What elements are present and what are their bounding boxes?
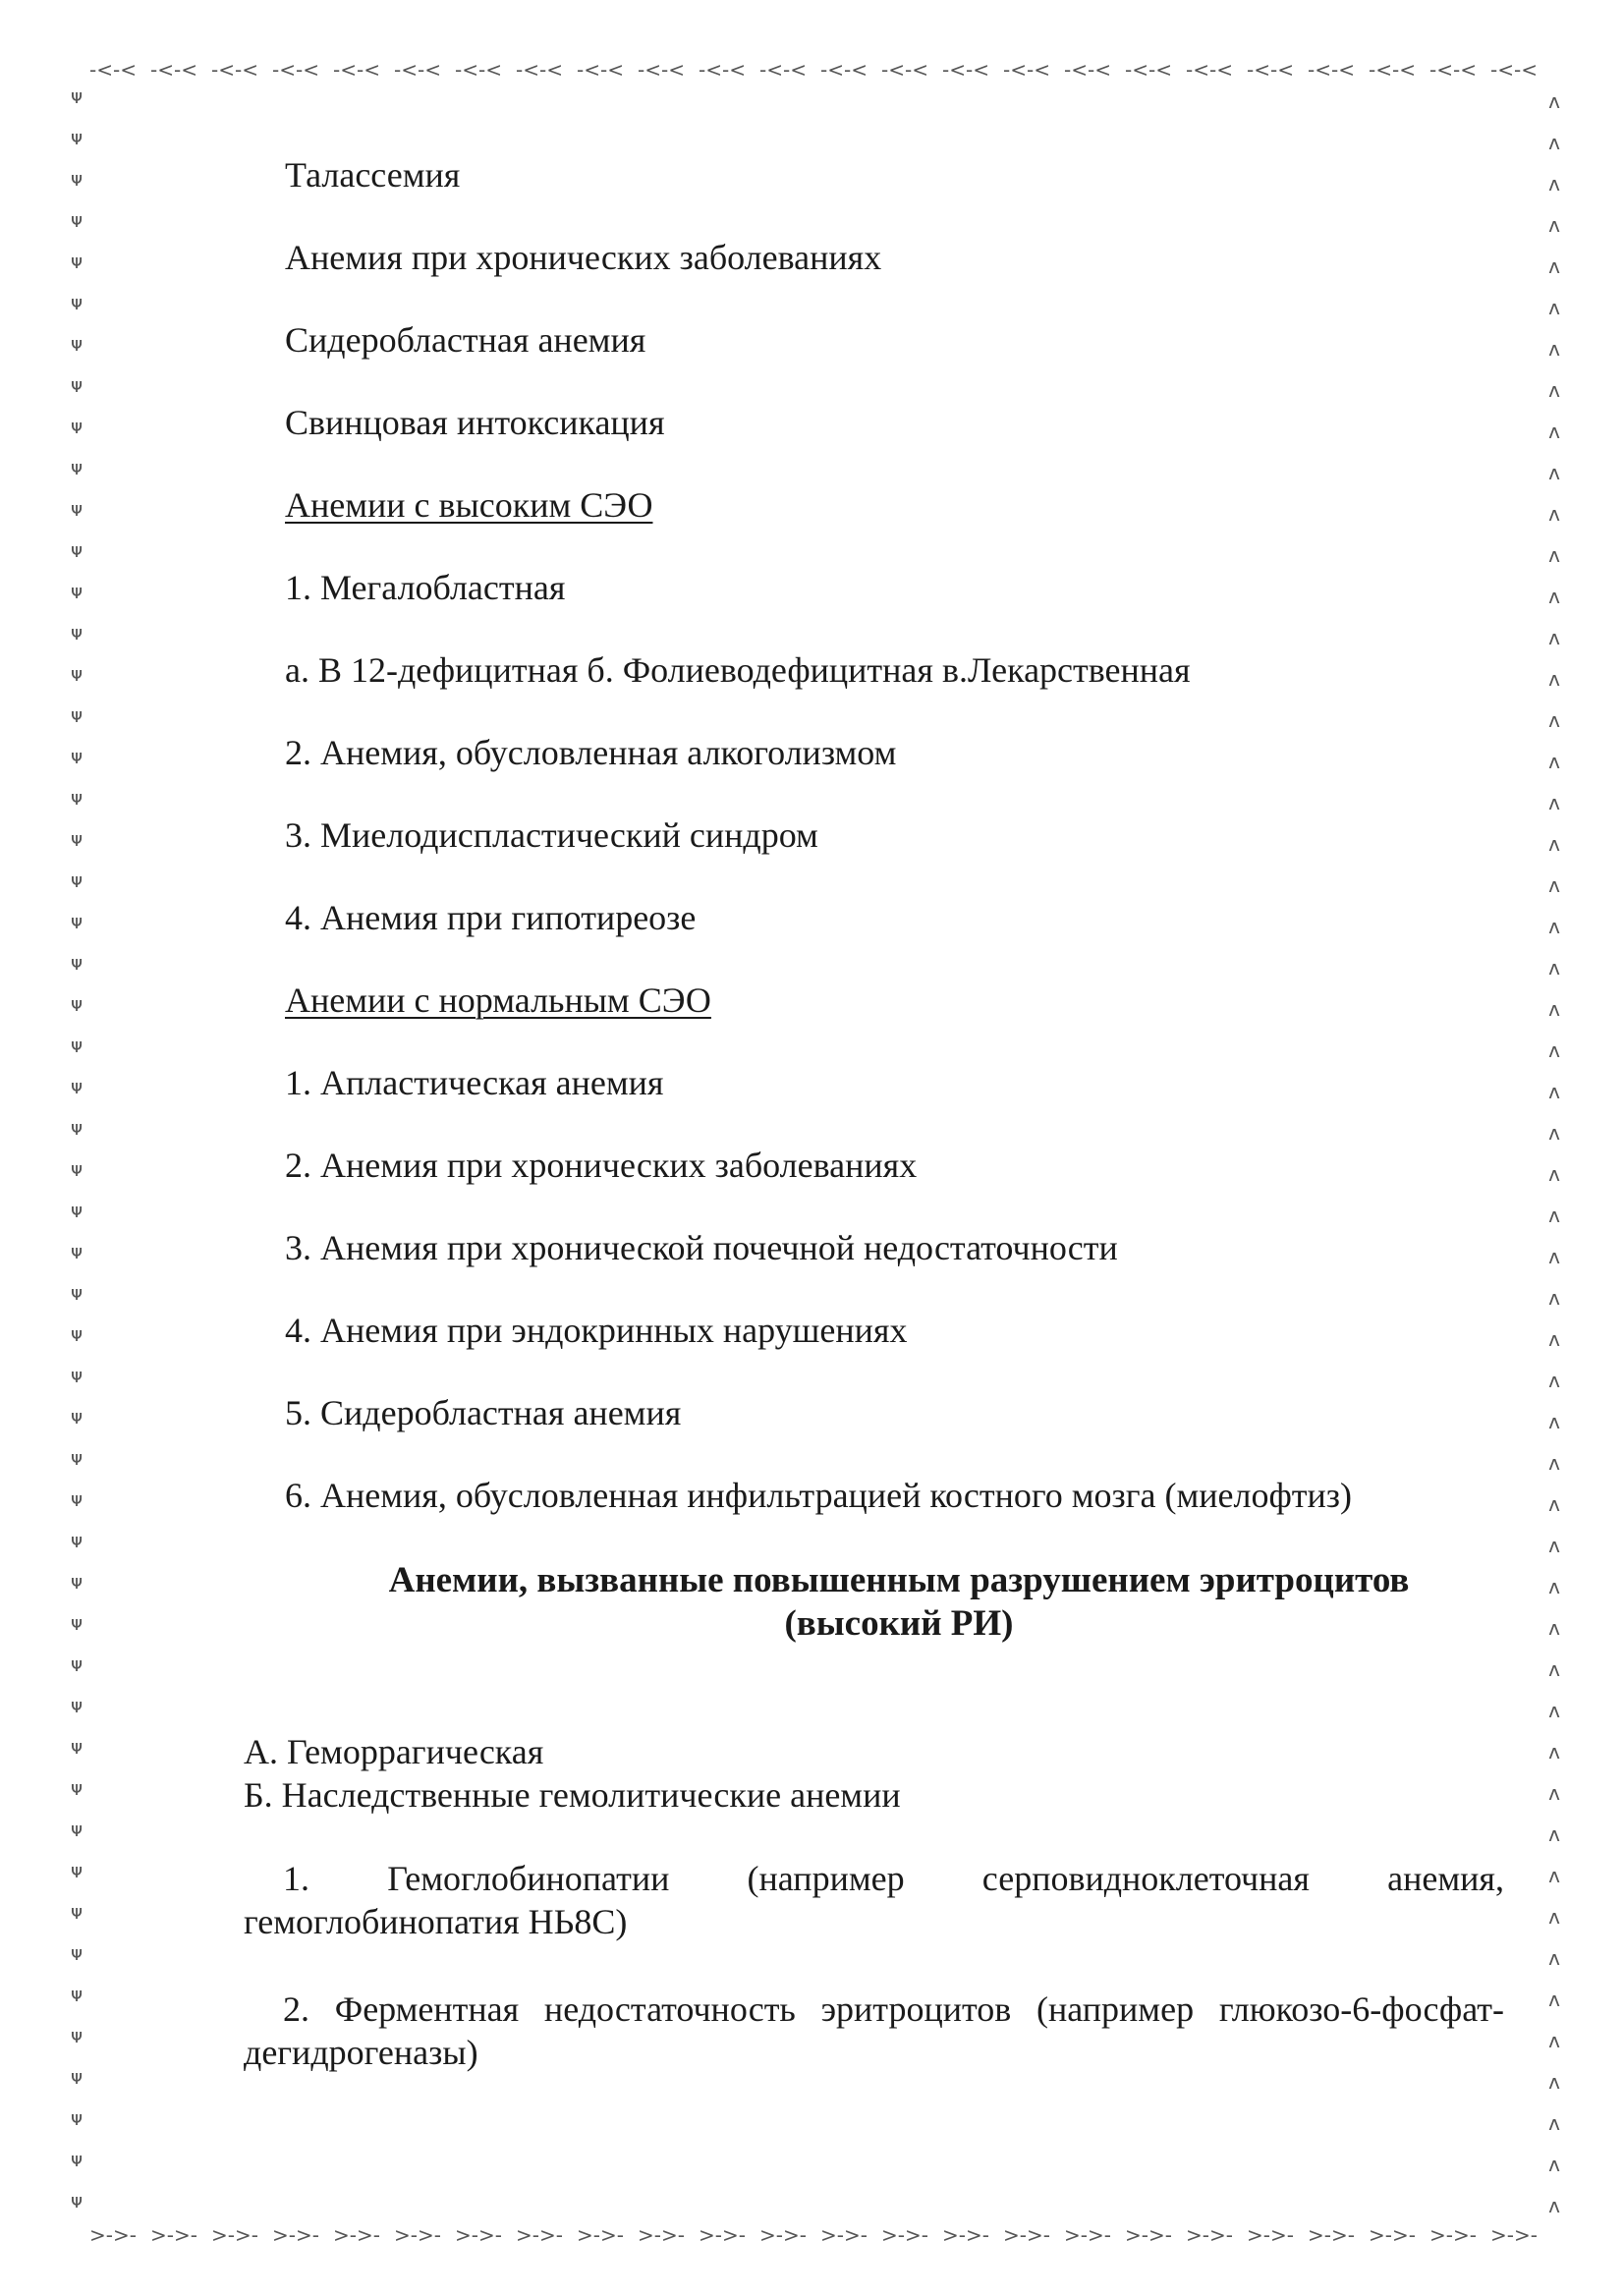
border-left-glyph: ᴪ	[71, 1322, 83, 1346]
border-top-glyph: -<-<	[516, 58, 563, 82]
border-right-glyph: ᴧ	[1548, 1162, 1560, 1186]
border-left-glyph: ᴪ	[71, 167, 83, 191]
border-top-glyph: -<-<	[333, 58, 380, 82]
border-top-glyph: -<-<	[211, 58, 258, 82]
border-top-glyph: -<-<	[1369, 58, 1416, 82]
border-left-glyph: ᴪ	[71, 951, 83, 975]
border-right-glyph: ᴧ	[1548, 791, 1560, 814]
border-bottom-glyph: >->-	[1125, 2223, 1172, 2247]
border-right-glyph: ᴧ	[1548, 337, 1560, 361]
border-right-glyph: ᴧ	[1548, 1988, 1560, 2011]
border-left-glyph: ᴪ	[71, 84, 83, 108]
list-item-myelodysplastic: 3. Миелодиспластический синдром	[285, 815, 818, 855]
border-left-glyph: ᴪ	[71, 250, 83, 273]
border-top-glyph: -<-<	[394, 58, 441, 82]
list-item-myelophthisis: 6. Анемия, обусловленная инфильтрацией костного мозга (миелофтиз)	[285, 1476, 1352, 1515]
border-top-glyph: -<-<	[1003, 58, 1050, 82]
border-top-glyph: -<-<	[577, 58, 624, 82]
border-left-glyph: ᴪ	[71, 703, 83, 727]
border-left-glyph: ᴪ	[71, 1157, 83, 1181]
border-right-glyph: ᴧ	[1548, 1369, 1560, 1392]
list-item-hypothyroid-anemia: 4. Анемия при гипотиреозе	[285, 898, 697, 937]
border-bottom-glyph: >->-	[1490, 2223, 1538, 2247]
border-bottom-glyph: >->-	[820, 2223, 868, 2247]
border-right-glyph: ᴧ	[1548, 213, 1560, 237]
border-right-glyph: ᴧ	[1548, 254, 1560, 278]
border-left-glyph: ᴪ	[71, 1735, 83, 1759]
border-top-glyph: -<-<	[942, 58, 989, 82]
border-bottom-glyph: >->-	[1064, 2223, 1111, 2247]
border-left-glyph: ᴪ	[71, 786, 83, 810]
border-left-glyph: ᴪ	[71, 868, 83, 892]
section-heading-line2: (высокий РИ)	[784, 1603, 1014, 1644]
border-right-glyph: ᴧ	[1548, 1038, 1560, 1062]
border-left-glyph: ᴪ	[71, 910, 83, 933]
border-left-glyph: ᴪ	[71, 332, 83, 356]
subheading-high-mcv: Анемии с высоким СЭО	[285, 485, 653, 525]
border-right-glyph: ᴧ	[1548, 1245, 1560, 1268]
border-left-glyph: ᴪ	[71, 1199, 83, 1222]
border-left-glyph: ᴪ	[71, 373, 83, 397]
border-left-glyph: ᴪ	[71, 456, 83, 479]
border-left-glyph: ᴪ	[71, 1446, 83, 1470]
border-top-glyph: -<-<	[150, 58, 197, 82]
border-right-glyph: ᴧ	[1548, 1327, 1560, 1351]
border-right-glyph: ᴧ	[1548, 1699, 1560, 1722]
border-right-glyph: ᴧ	[1548, 750, 1560, 773]
border-right-glyph: ᴧ	[1548, 1864, 1560, 1887]
border-top-glyph: -<-<	[455, 58, 502, 82]
list-item-endocrine-anemia: 4. Анемия при эндокринных нарушениях	[285, 1311, 908, 1350]
border-left-glyph: ᴪ	[71, 580, 83, 603]
border-right-glyph: ᴧ	[1548, 2194, 1560, 2217]
border-bottom-glyph: >->-	[150, 2223, 197, 2247]
border-bottom-glyph: >->-	[455, 2223, 502, 2247]
border-left-glyph: ᴪ	[71, 621, 83, 644]
border-right-glyph: ᴧ	[1548, 1905, 1560, 1929]
border-right-glyph: ᴧ	[1548, 2029, 1560, 2052]
border-right-glyph: ᴧ	[1548, 956, 1560, 980]
border-top-decoration	[89, 58, 1538, 82]
border-left-glyph: ᴪ	[71, 497, 83, 521]
border-left-glyph: ᴪ	[71, 1075, 83, 1098]
border-right-glyph: ᴧ	[1548, 89, 1560, 113]
border-bottom-glyph: >->-	[1429, 2223, 1477, 2247]
border-left-glyph: ᴪ	[71, 1941, 83, 1965]
border-left-glyph: ᴪ	[71, 1611, 83, 1635]
border-bottom-glyph: >->-	[1308, 2223, 1355, 2247]
border-top-glyph: -<-<	[1247, 58, 1294, 82]
border-right-glyph: ᴧ	[1548, 626, 1560, 649]
border-right-glyph: ᴧ	[1548, 997, 1560, 1021]
border-left-glyph: ᴪ	[71, 1034, 83, 1057]
list-item-chronic-disease-anemia-2: 2. Анемия при хронических заболеваниях	[285, 1146, 918, 1185]
border-top-glyph: -<-<	[820, 58, 868, 82]
border-left-glyph: ᴪ	[71, 538, 83, 562]
border-left-glyph: ᴪ	[71, 745, 83, 768]
border-top-glyph: -<-<	[1186, 58, 1233, 82]
list-item-alcoholism-anemia: 2. Анемия, обусловленная алкоголизмом	[285, 733, 897, 772]
border-right-glyph: ᴧ	[1548, 1492, 1560, 1516]
list-item-sideroblastic-anemia-2: 5. Сидеробластная анемия	[285, 1393, 682, 1432]
border-bottom-glyph: >->-	[1247, 2223, 1294, 2247]
border-right-glyph: ᴧ	[1548, 543, 1560, 567]
border-top-glyph: -<-<	[1125, 58, 1172, 82]
border-right-glyph: ᴧ	[1548, 915, 1560, 938]
border-bottom-glyph: >->-	[942, 2223, 989, 2247]
border-right-glyph: ᴧ	[1548, 1534, 1560, 1557]
border-bottom-glyph: >->-	[211, 2223, 258, 2247]
border-right-glyph: ᴧ	[1548, 131, 1560, 154]
border-left-glyph: ᴪ	[71, 126, 83, 149]
border-left-glyph: ᴪ	[71, 1859, 83, 1882]
border-left-glyph: ᴪ	[71, 1405, 83, 1428]
border-left-glyph: ᴪ	[71, 2148, 83, 2171]
border-left-glyph: ᴪ	[71, 662, 83, 686]
border-right-glyph: ᴧ	[1548, 1946, 1560, 1970]
subheading-normal-mcv: Анемии с нормальным СЭО	[285, 980, 711, 1020]
border-right-glyph: ᴧ	[1548, 1410, 1560, 1433]
section-heading-line1: Анемии, вызванные повышенным разрушением эритроцитов	[388, 1560, 1410, 1600]
border-right-glyph: ᴧ	[1548, 461, 1560, 484]
border-right-glyph: ᴧ	[1548, 873, 1560, 897]
border-left-glyph: ᴪ	[71, 291, 83, 314]
list-item-thalassemia: Талассемия	[285, 155, 461, 195]
border-bottom-decoration	[89, 2223, 1538, 2247]
border-right-decoration	[1548, 89, 1560, 2217]
border-right-glyph: ᴧ	[1548, 1616, 1560, 1640]
border-bottom-glyph: >->-	[1369, 2223, 1416, 2247]
border-right-glyph: ᴧ	[1548, 502, 1560, 526]
border-left-glyph: ᴪ	[71, 1529, 83, 1552]
border-right-glyph: ᴧ	[1548, 378, 1560, 402]
border-bottom-glyph: >->-	[699, 2223, 746, 2247]
border-top-glyph: -<-<	[1490, 58, 1538, 82]
list-item-megaloblastic-subtypes: а. В 12-дефицитная б. Фолиеводефицитная в.Лекарственная	[285, 650, 1191, 690]
border-top-glyph: -<-<	[272, 58, 319, 82]
border-top-glyph: -<-<	[699, 58, 746, 82]
border-left-glyph: ᴪ	[71, 1487, 83, 1511]
border-right-glyph: ᴧ	[1548, 585, 1560, 608]
border-bottom-glyph: >->-	[89, 2223, 137, 2247]
border-bottom-glyph: >->-	[272, 2223, 319, 2247]
border-left-glyph: ᴪ	[71, 1240, 83, 1263]
border-right-glyph: ᴧ	[1548, 2070, 1560, 2094]
border-left-glyph: ᴪ	[71, 2065, 83, 2089]
section-heading	[246, 1559, 1552, 1646]
border-bottom-glyph: >->-	[1186, 2223, 1233, 2247]
border-right-glyph: ᴧ	[1548, 1204, 1560, 1227]
border-bottom-glyph: >->-	[577, 2223, 624, 2247]
border-right-glyph: ᴧ	[1548, 1080, 1560, 1103]
border-left-glyph: ᴪ	[71, 1776, 83, 1800]
list-item-sideroblastic-anemia: Сидеробластная анемия	[285, 320, 646, 360]
border-bottom-glyph: >->-	[759, 2223, 807, 2247]
border-left-glyph: ᴪ	[71, 415, 83, 438]
list-item-hereditary-hemolytic: Б. Наследственные гемолитические анемии	[244, 1775, 901, 1815]
border-right-glyph: ᴧ	[1548, 296, 1560, 319]
border-bottom-glyph: >->-	[516, 2223, 563, 2247]
paragraph-hemoglobinopathies: 1. Гемоглобинопатии (например серповидноклеточная анемия, гемоглобинопатия НЬ8С)	[244, 1859, 1504, 1941]
border-top-glyph: -<-<	[89, 58, 137, 82]
border-top-glyph: -<-<	[759, 58, 807, 82]
border-bottom-glyph: >->-	[638, 2223, 685, 2247]
border-left-glyph: ᴪ	[71, 1818, 83, 1841]
border-left-glyph: ᴪ	[71, 1281, 83, 1305]
border-top-glyph: -<-<	[1308, 58, 1355, 82]
border-right-glyph: ᴧ	[1548, 172, 1560, 196]
border-right-glyph: ᴧ	[1548, 1121, 1560, 1145]
border-right-glyph: ᴧ	[1548, 1451, 1560, 1475]
border-right-glyph: ᴧ	[1548, 1286, 1560, 1310]
border-left-glyph: ᴪ	[71, 2189, 83, 2212]
border-left-glyph: ᴪ	[71, 1116, 83, 1140]
border-right-glyph: ᴧ	[1548, 420, 1560, 443]
border-right-glyph: ᴧ	[1548, 832, 1560, 856]
border-right-glyph: ᴧ	[1548, 1740, 1560, 1764]
border-top-glyph: -<-<	[638, 58, 685, 82]
list-item-chronic-disease-anemia: Анемия при хронических заболеваниях	[285, 238, 882, 277]
border-left-glyph: ᴪ	[71, 1983, 83, 2006]
list-item-aplastic-anemia: 1. Апластическая анемия	[285, 1063, 664, 1102]
border-bottom-glyph: >->-	[333, 2223, 380, 2247]
list-item-lead-intoxication: Свинцовая интоксикация	[285, 403, 665, 442]
border-right-glyph: ᴧ	[1548, 1575, 1560, 1598]
border-left-glyph: ᴪ	[71, 1364, 83, 1387]
border-left-glyph: ᴪ	[71, 2106, 83, 2130]
list-item-megaloblastic: 1. Мегалобластная	[285, 568, 566, 607]
list-item-hemorrhagic: А. Геморрагическая	[244, 1732, 544, 1771]
border-left-decoration	[71, 84, 83, 2212]
border-right-glyph: ᴧ	[1548, 1781, 1560, 1805]
border-left-glyph: ᴪ	[71, 208, 83, 232]
border-left-glyph: ᴪ	[71, 1570, 83, 1594]
border-left-glyph: ᴪ	[71, 1694, 83, 1717]
border-top-glyph: -<-<	[1064, 58, 1111, 82]
border-top-glyph: -<-<	[1429, 58, 1477, 82]
border-bottom-glyph: >->-	[1003, 2223, 1050, 2247]
border-bottom-glyph: >->-	[881, 2223, 928, 2247]
border-right-glyph: ᴧ	[1548, 2153, 1560, 2176]
border-bottom-glyph: >->-	[394, 2223, 441, 2247]
border-right-glyph: ᴧ	[1548, 1822, 1560, 1846]
border-left-glyph: ᴪ	[71, 1652, 83, 1676]
border-left-glyph: ᴪ	[71, 827, 83, 851]
border-left-glyph: ᴪ	[71, 1900, 83, 1924]
border-top-glyph: -<-<	[881, 58, 928, 82]
border-left-glyph: ᴪ	[71, 992, 83, 1016]
list-item-renal-failure-anemia: 3. Анемия при хронической почечной недостаточности	[285, 1228, 1118, 1267]
border-left-glyph: ᴪ	[71, 2024, 83, 2047]
border-right-glyph: ᴧ	[1548, 2111, 1560, 2135]
border-right-glyph: ᴧ	[1548, 667, 1560, 691]
border-right-glyph: ᴧ	[1548, 1657, 1560, 1681]
paragraph-enzyme-deficiency: 2. Ферментная недостаточность эритроцитов (например глюкозо-6-фосфат- дегидрогеназы)	[244, 1989, 1504, 2072]
border-right-glyph: ᴧ	[1548, 708, 1560, 732]
